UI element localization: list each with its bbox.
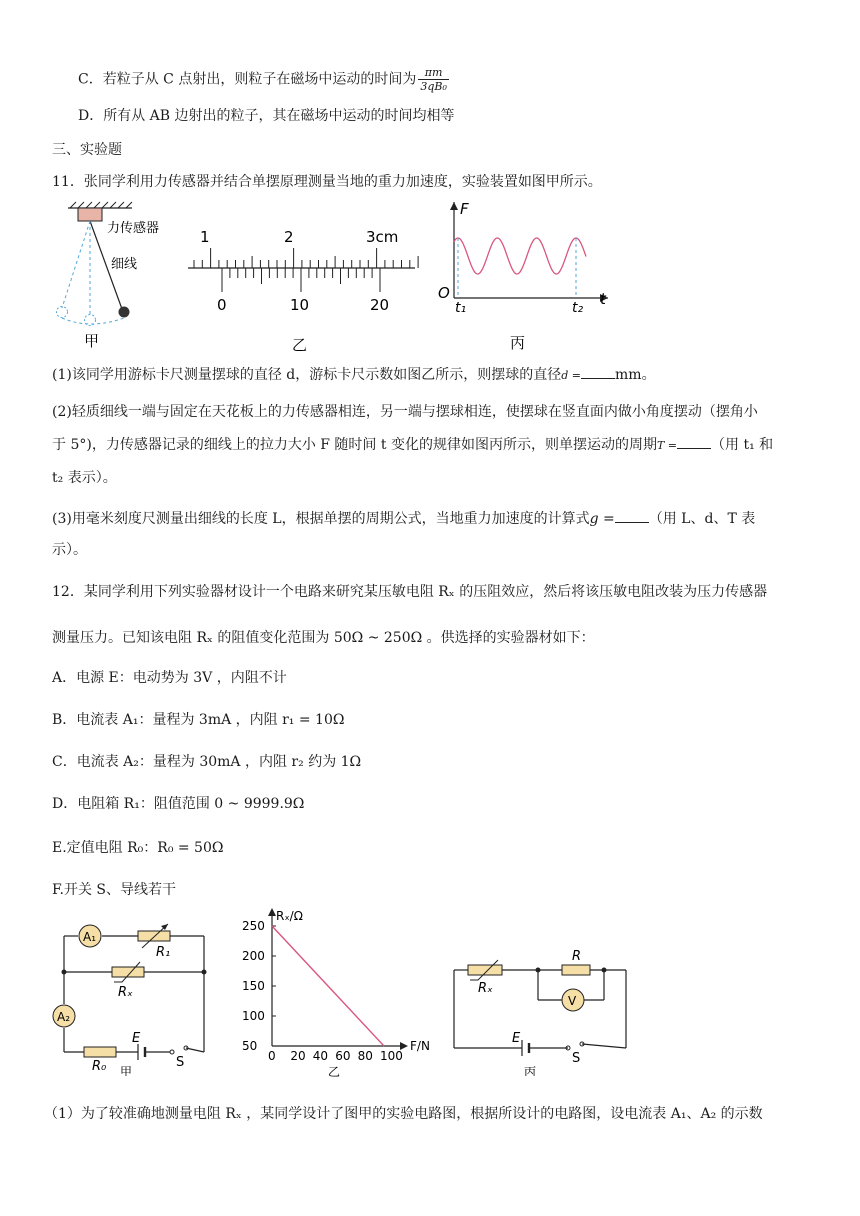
vernier-label-10: 10 (290, 296, 310, 314)
figure-caption-bing-circuit: 丙 (524, 1065, 537, 1076)
q12-stem-line2: 测量压力。已知该电阻 Rₓ 的阻值变化范围为 50Ω ~ 250Ω 。供选择的实验器材如下： (52, 630, 595, 646)
e-label-bing: E (512, 1031, 521, 1046)
x-tick-label: 80 (357, 1049, 373, 1063)
axis-label-f: F (460, 200, 469, 218)
q11-part3-hint: （用 L、d、T 表 (648, 511, 756, 527)
option-c (78, 66, 820, 93)
figure-force-time-graph (430, 198, 620, 358)
rx-label: Rₓ (118, 985, 133, 1000)
q12-part1: （1）为了较准确地测量电阻 Rₓ ，某同学设计了图甲的实验电路图，根据所设计的电路图，设电流表 A₁、A₂ 的示数 (44, 1106, 763, 1122)
equipment-f: F.开关 S、导线若干 (52, 882, 177, 898)
series-line-rx (272, 926, 384, 1046)
q11-part2-line1: (2)轻质细线一端与固定在天花板上的力传感器相连，另一端与摆球相连，使摆球在竖直面内做小角度摆动（摆角小 (52, 404, 758, 420)
s-label-bing: S (572, 1051, 581, 1066)
x-tick-label: 40 (312, 1049, 329, 1063)
y-tick-label: 200 (242, 949, 265, 963)
y-tick-label: 150 (242, 979, 265, 993)
figure-pendulum (40, 196, 180, 356)
q11-part2-var: T = (656, 439, 678, 452)
equipment-e: E.定值电阻 R₀：R₀ = 50Ω (52, 840, 224, 856)
answer-blank[interactable] (677, 434, 711, 449)
figure-vernier-caliper (180, 218, 420, 358)
main-label-3cm: 3cm (366, 228, 399, 246)
chart-y-label: Rₓ/Ω (276, 909, 303, 923)
resistor-r0-icon (84, 1047, 116, 1057)
resistor-r-icon (562, 965, 590, 975)
option-c-fraction (418, 66, 449, 93)
q11-part2-text: 于 5°)，力传感器记录的细线上的拉力大小 F 随时间 t 变化的规律如图丙所示，则单摆运动的周期 (52, 437, 657, 453)
answer-blank[interactable] (615, 508, 649, 523)
x-tick-label: 60 (335, 1049, 351, 1063)
q11-part1 (52, 364, 820, 386)
voltmeter-label: V (568, 994, 577, 1008)
main-label-2: 2 (284, 228, 294, 246)
q11-part2-line2 (52, 434, 820, 456)
sensor-label-text: 力传感器 (107, 221, 160, 236)
vernier-label-0: 0 (217, 296, 227, 314)
q11-part3-line2: 示）。 (52, 542, 87, 558)
y-tick-label: 50 (242, 1039, 258, 1053)
equipment-a: A．电源 E：电动势为 3V ，内阻不计 (52, 670, 287, 686)
q11-part2-hint: （用 t₁ 和 (711, 437, 774, 453)
x-tick-label: 0 (268, 1049, 276, 1063)
q11-part1-unit: mm。 (615, 367, 656, 383)
main-scale (194, 248, 418, 268)
circuit-diagram-bing (444, 944, 640, 1076)
r-label: R (572, 949, 582, 964)
q11-part1-text: (1)该同学用游标卡尺测量摆球的直径 d，游标卡尺示数如图乙所示，则摆球的直径 (52, 367, 562, 383)
main-label-1: 1 (200, 228, 210, 246)
axis-label-t: t (600, 290, 606, 308)
rx-label-bing: Rₓ (478, 981, 493, 996)
x-tick-label: 20 (290, 1049, 306, 1063)
r1-label: R₁ (156, 945, 171, 960)
r0-label: R₀ (92, 1059, 107, 1074)
equipment-b: B．电流表 A₁：量程为 3mA ，内阻 r₁ = 10Ω (52, 712, 345, 728)
section-title: 三、实验题 (52, 142, 122, 158)
ammeter-a2-label: A₂ (57, 1010, 71, 1024)
force-sensor-icon (78, 208, 102, 221)
x-tick-label: 100 (380, 1049, 403, 1063)
figure-caption-jia-circuit: 甲 (120, 1065, 133, 1076)
q11-stem: 11．张同学利用力传感器并结合单摆原理测量当地的重力加速度，实验装置如图甲所示。 (52, 174, 602, 190)
chart-x-label: F/N (410, 1039, 430, 1053)
chart-rx-vs-force (232, 906, 440, 1082)
equipment-d: D．电阻箱 R₁：阻值范围 0 ~ 9999.9Ω (52, 796, 305, 812)
vernier-scale (222, 268, 380, 292)
y-tick-label: 100 (242, 1009, 265, 1023)
t2-label: t₂ (572, 300, 584, 316)
e-label: E (132, 1031, 141, 1046)
pendulum-bob (119, 307, 130, 318)
option-d: D．所有从 AB 边射出的粒子，其在磁场中运动的时间均相等 (78, 108, 455, 124)
option-c-text: C．若粒子从 C 点射出，则粒子在磁场中运动的时间为 (78, 71, 417, 88)
vernier-label-20: 20 (370, 296, 390, 314)
resistance-box-r1-icon (138, 931, 170, 941)
figure-caption-yi-graph: 乙 (328, 1065, 341, 1079)
origin-label: O (438, 284, 450, 302)
q11-part2-line3: t₂ 表示）。 (52, 470, 117, 486)
q12-stem-line1: 12．某同学利用下列实验器材设计一个电路来研究某压敏电阻 Rₓ 的压阻效应，然后将该压敏电阻改装为压力传感器 (52, 584, 768, 600)
force-wave-curve (454, 238, 586, 274)
ammeter-a1-label: A₁ (83, 930, 97, 944)
figure-caption-jia: 甲 (84, 332, 100, 350)
y-tick-label: 250 (242, 919, 265, 933)
answer-blank[interactable] (581, 364, 615, 379)
q11-part1-var: d = (561, 369, 582, 382)
fraction-numerator: πm (418, 66, 449, 80)
s-label: S (176, 1055, 185, 1070)
circuit-diagram-jia (44, 916, 224, 1076)
fraction-denominator: 3qB₀ (420, 80, 447, 93)
q11-part3-text: (3)用毫米刻度尺测量出细线的长度 L，根据单摆的周期公式，当地重力加速度的计算式 (52, 511, 590, 527)
figure-caption-yi: 乙 (292, 336, 308, 354)
q11-part3-line1 (52, 508, 820, 529)
string-label: 细线 (111, 257, 138, 272)
t1-label: t₁ (455, 300, 467, 316)
equipment-c: C．电流表 A₂：量程为 30mA ，内阻 r₂ 约为 1Ω (52, 754, 362, 770)
figure-caption-bing: 丙 (510, 334, 526, 352)
q11-part3-var: g = (589, 511, 615, 527)
